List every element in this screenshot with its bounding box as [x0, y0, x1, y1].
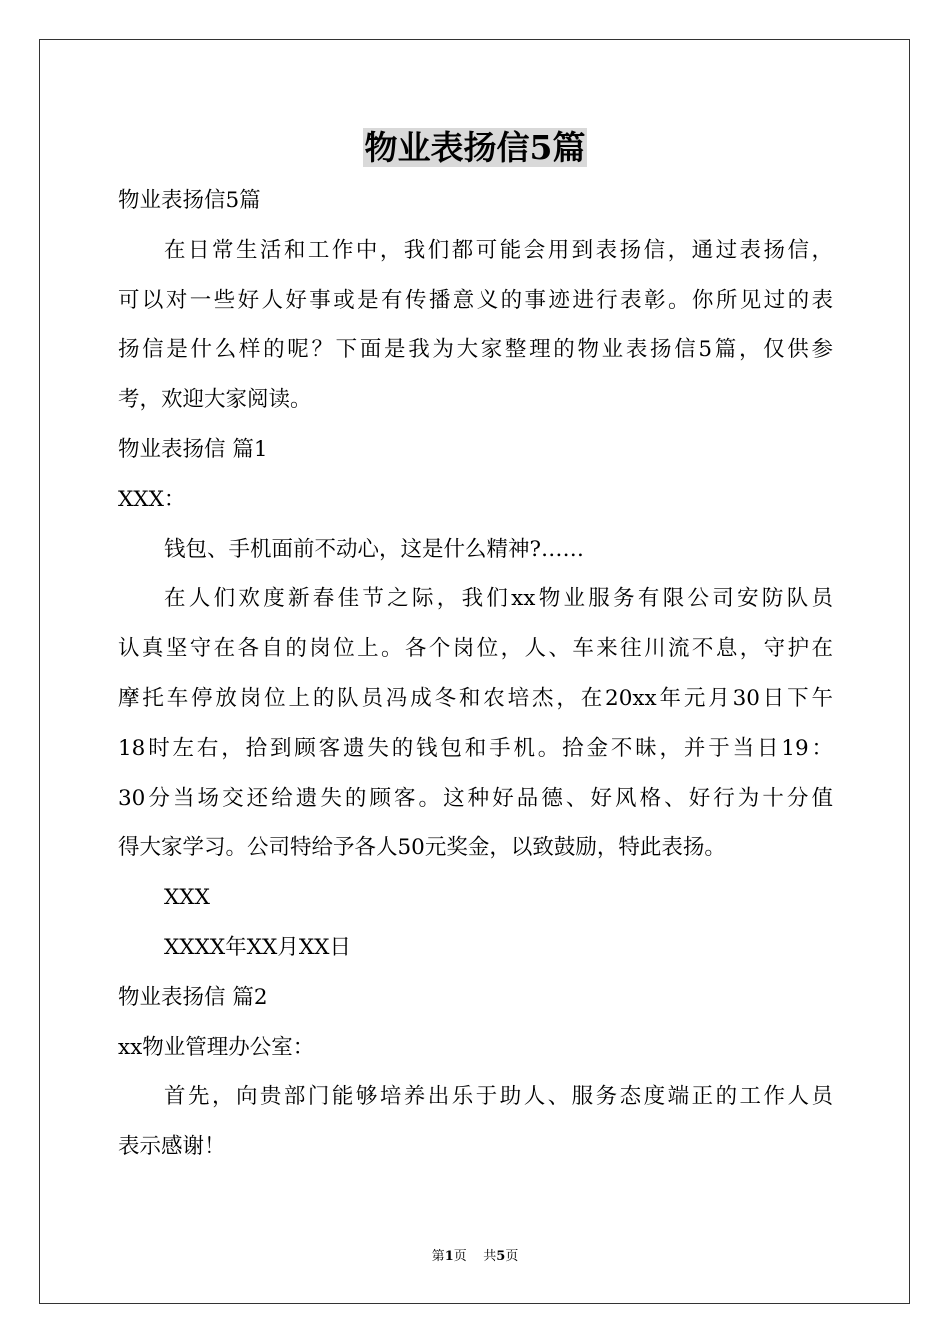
section-heading-1: 物业表扬信 篇1	[118, 436, 268, 462]
document-title	[0, 126, 950, 170]
section-heading-2: 物业表扬信 篇2	[118, 984, 268, 1010]
letter1-line-7: 得大家学习。公司特给予各人50元奖金，以致鼓励，特此表扬。	[118, 835, 726, 861]
footer-suffix: 页	[505, 1249, 519, 1264]
footer-page-number: 1	[444, 1249, 454, 1264]
letter1-line-1: 钱包、手机面前不动心，这是什么精神?……	[164, 536, 585, 562]
document-title-text: 物业表扬信5篇	[364, 128, 586, 167]
letter1-line-3: 认真坚守在各自的岗位上。各个岗位，人、车来往川流不息，守护在	[118, 636, 833, 662]
page-footer	[0, 1247, 950, 1267]
footer-prefix: 第	[431, 1249, 445, 1264]
signature-1: XXX	[164, 885, 210, 911]
letter1-line-6: 30分当场交还给遗失的顾客。这种好品德、好风格、好行为十分值	[118, 785, 833, 811]
salutation-2: xx物业管理办公室：	[118, 1034, 315, 1060]
salutation-1: XXX：	[118, 486, 186, 512]
letter1-line-2: 在人们欢度新春佳节之际，我们xx物业服务有限公司安防队员	[164, 586, 833, 612]
letter1-line-5: 18时左右，拾到顾客遗失的钱包和手机。拾金不昧，并于当日19：	[118, 735, 833, 761]
footer-middle: 页 共	[453, 1249, 497, 1264]
intro-line-2: 可以对一些好人好事或是有传播意义的事迹进行表彰。你所见过的表	[118, 287, 833, 313]
intro-line-1: 在日常生活和工作中，我们都可能会用到表扬信，通过表扬信，	[164, 237, 833, 263]
letter2-line-2: 表示感谢！	[118, 1134, 226, 1160]
intro-line-4: 考，欢迎大家阅读。	[118, 387, 312, 413]
intro-line-3: 扬信是什么样的呢？下面是我为大家整理的物业表扬信5篇，仅供参	[118, 337, 833, 363]
letter2-line-1: 首先，向贵部门能够培养出乐于助人、服务态度端正的工作人员	[164, 1084, 833, 1110]
document-body	[118, 176, 833, 1172]
date-1: XXXX年XX月XX日	[164, 934, 351, 960]
footer-total-pages: 5	[496, 1249, 506, 1264]
subtitle-line: 物业表扬信5篇	[118, 188, 261, 213]
letter1-line-4: 摩托车停放岗位上的队员冯成冬和农培杰，在20xx年元月30日下午	[118, 685, 833, 711]
